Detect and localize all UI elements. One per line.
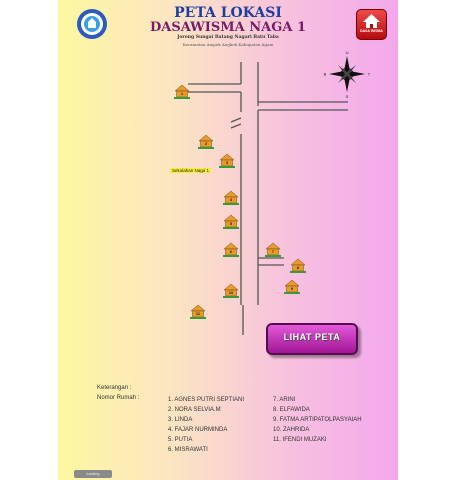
house-marker-2: [198, 134, 214, 150]
legend-item: 3. LINDA: [168, 417, 193, 423]
house-marker-5: [223, 214, 239, 230]
legend-item: 6. MISRAWATI: [168, 447, 208, 453]
legend-column-1: [168, 395, 244, 455]
house-number: 3: [225, 160, 229, 165]
house-number: 5: [229, 221, 233, 226]
house-marker-11: [190, 304, 206, 320]
compass-west: B: [323, 71, 327, 77]
house-marker-8: [290, 258, 306, 274]
house-number: 2: [204, 141, 208, 146]
house-number: 7: [271, 249, 275, 254]
house-number: 1: [180, 91, 184, 96]
house-marker-10: [223, 283, 239, 299]
page-title: PETA LOKASI: [174, 5, 282, 21]
legend-heading: Keterangan :: [97, 385, 132, 391]
house-number: 11: [195, 311, 201, 316]
legend-item: 1. AGNES PUTRI SEPTIANI: [168, 397, 245, 403]
school-label: Sekolahan Naga 1: [172, 168, 210, 173]
compass-north: U: [345, 50, 349, 55]
legend-names-label: Nomor Rumah :: [97, 395, 140, 401]
house-marker-1: [174, 84, 190, 100]
page-subtitle: DASAWISMA NAGA 1: [150, 20, 306, 35]
legend-item: 7. ARINI: [273, 397, 296, 403]
legend-item: 4. FAJAR NURMINDA: [168, 427, 228, 433]
house-number: 6: [229, 249, 233, 254]
legend-column-2: [273, 395, 362, 445]
house-marker-3: [219, 153, 235, 169]
house-marker-6: [223, 242, 239, 258]
legend-item: 11. IFENDI MUZAKI: [273, 437, 327, 443]
house-marker-9: [284, 279, 300, 295]
view-map-button[interactable]: LIHAT PETA: [266, 323, 358, 355]
legend-item: 9. FATMA ARTIPATOLPASYAIAH: [273, 417, 362, 423]
house-marker-4: [223, 190, 239, 206]
house-marker-7: [265, 242, 281, 258]
legend-item: 10. ZAHRIDA: [273, 427, 310, 433]
bridge-mark: [231, 124, 241, 128]
legend-item: 2. NORA SELVIA.M: [168, 407, 221, 413]
compass-rose-icon: [324, 50, 371, 99]
compass-east: T: [367, 71, 371, 77]
legend-item: 5. PUTIA: [168, 437, 193, 443]
roads: [188, 62, 348, 335]
loading-indicator: loading: [74, 470, 112, 478]
compass-south: S: [345, 94, 349, 99]
house-number: 4: [229, 197, 233, 202]
location-text: Jorong Sungai Batang Nagari Batu Taba: [177, 35, 279, 40]
district-text: Kecamatan Ampek Angkek Kabupaten Agam: [182, 42, 274, 47]
house-number: 9: [290, 286, 294, 291]
legend-item: 8. ELFAWIDA: [273, 407, 310, 413]
map-page: [58, 0, 398, 480]
house-number: 10: [228, 290, 234, 295]
house-number: 8: [296, 265, 300, 270]
bridge-mark: [231, 118, 241, 122]
logo-label: DASA WISMA: [360, 29, 383, 33]
